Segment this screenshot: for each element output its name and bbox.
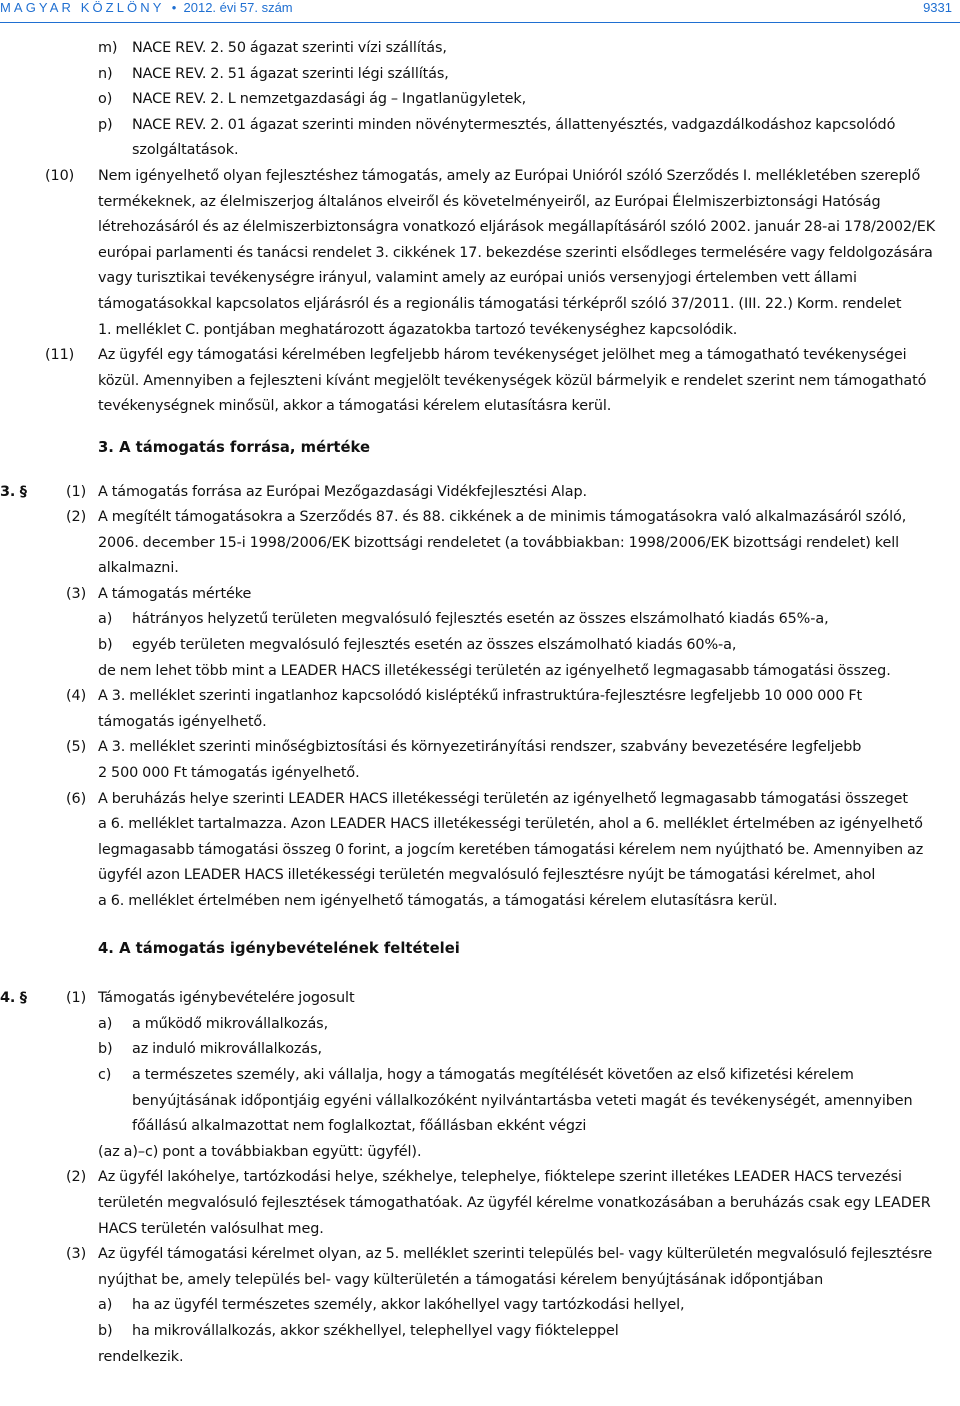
paragraph-line: A 3. melléklet szerinti minőségbiztosítási és környezetirányítási rendszer, szabvány bevezetésére legfeljebb [98, 739, 862, 756]
paragraph-label: (1) [66, 990, 87, 1007]
section-3-para-4 [0, 684, 960, 735]
item-text: benyújtásának időpontjáig egyéni vállalkozóként nyilvántartásba veteti magát és tevékenységét, amennyiben [132, 1092, 913, 1109]
paragraph-label: (4) [66, 688, 87, 705]
page-header [0, 0, 960, 22]
item-text-continued: szolgáltatások. [132, 142, 239, 159]
list-item-b [0, 633, 960, 659]
item-text: a természetes személy, aki vállalja, hogy a támogatás megítélését követően az első kifizetési kérelem [132, 1066, 854, 1083]
section-4-para-3 [0, 1242, 960, 1293]
section-3-para-3 [0, 582, 960, 608]
item-label: p) [98, 116, 113, 133]
list-item-n [0, 62, 960, 88]
paragraph-line: Az ügyfél lakóhelye, tartózkodási helye, székhelye, telephelye, fióktelepe szerint illetékes LEADER HACS tervezési [98, 1169, 902, 1186]
paragraph-line: területén megvalósuló fejlesztések támogathatóak. Az ügyfél kérelme vonatkozásában a beruházás csak egy LEADER [98, 1194, 931, 1211]
paragraph-line: A támogatás mértéke [98, 585, 252, 602]
paragraph-label: (3) [66, 1246, 87, 1263]
list-item-o [0, 87, 960, 113]
paragraph-line: a 6. melléklet értelmében nem igényelhető támogatás, a támogatási kérelem elutasításra kerül. [98, 893, 778, 909]
paragraph-label: (6) [66, 790, 87, 807]
paragraph-line: támogatás igényelhető. [98, 713, 267, 730]
paragraph-label: (10) [45, 167, 75, 184]
paragraph-line: (az a)–c) pont a továbbiakban együtt: ügyfél). [98, 1143, 422, 1160]
item-text: ha az ügyfél természetes személy, akkor lakóhellyel vagy tartózkodási hellyel, [132, 1297, 685, 1314]
section-3-para-2 [0, 505, 960, 582]
paragraph-line: A beruházás helye szerinti LEADER HACS illetékességi területén az igényelhető legmagasabb támogatási összeget [98, 790, 908, 807]
item-text: NACE REV. 2. 51 ágazat szerinti légi szállítás, [132, 65, 449, 82]
section-title: 3. A támogatás forrása, mértéke [98, 438, 370, 456]
paragraph-line: Az ügyfél egy támogatási kérelmében legfeljebb három tevékenységet jelölhet meg a támogatható tevékenységei [98, 347, 907, 364]
list-closing [0, 1345, 960, 1371]
paragraph-label: (2) [66, 1169, 87, 1186]
paragraph-line: nyújthat be, amely település bel- vagy külterületén a támogatási kérelem benyújtásának időpontjában [98, 1271, 824, 1288]
document-body [0, 36, 960, 1370]
paragraph-line: Nem igényelhető olyan fejlesztéshez támogatás, amely az Európai Unióról szóló Szerződés I. mellékletében szereplő [98, 167, 921, 184]
item-text: NACE REV. 2. 50 ágazat szerinti vízi szállítás, [132, 40, 447, 56]
section-3-para-5 [0, 735, 960, 786]
list-closing [0, 659, 960, 685]
paragraph-line: európai parlamenti és tanácsi rendelet 3. cikkének 17. bekezdése szerinti elsődleges termelésére vagy feldolgozására [98, 244, 933, 261]
item-label: o) [98, 91, 113, 108]
item-label: a) [98, 1015, 113, 1032]
list-item-b [0, 1037, 960, 1063]
item-label: b) [98, 637, 113, 654]
issue-label: 2012. évi 57. szám [183, 0, 293, 15]
section-3-para-6 [0, 787, 960, 915]
item-text: egyéb területen megvalósuló fejlesztés esetén az összes elszámolható kiadás 60%-a, [132, 637, 737, 654]
paragraph-line: ügyfél azon LEADER HACS illetékességi területén megvalósuló fejlesztésre nyújt be támogatási kérelmet, ahol [98, 867, 876, 884]
item-label: n) [98, 65, 113, 82]
paragraph-label: (5) [66, 739, 87, 756]
paragraph-label: (11) [45, 347, 75, 364]
paragraph-number: 4. § [0, 990, 27, 1007]
item-label: c) [98, 1066, 112, 1083]
list-item-b [0, 1319, 960, 1345]
journal-title: MAGYAR KÖZLÖNY [0, 0, 165, 15]
paragraph-line: HACS területén valósulhat meg. [98, 1220, 324, 1237]
paragraph-number: 3. § [0, 483, 27, 500]
list-item-a [0, 1012, 960, 1038]
item-text: NACE REV. 2. L nemzetgazdasági ág – Ingatlanügyletek, [132, 91, 527, 108]
paragraph-line: A megítélt támogatásokra a Szerződés 87. és 88. cikkének a de minimis támogatásokra való alkalmazásáról szóló, [98, 509, 907, 526]
paragraph-line: rendelkezik. [98, 1348, 184, 1365]
section-title: 4. A támogatás igénybevételének feltételei [98, 939, 460, 957]
paragraph-line: termékeknek, az élelmiszerjog általános elveiről és követelményeiről, az Európai Élelmiszerbiztonsági Hatóság [98, 193, 881, 210]
section-3-heading [0, 435, 960, 461]
item-text: a működő mikrovállalkozás, [132, 1015, 329, 1032]
paragraph-line: 1. melléklet C. pontjában meghatározott ágazatokba tartozó tevékenységhez kapcsolódik. [98, 321, 738, 338]
paragraph-line: Támogatás igénybevételére jogosult [98, 990, 355, 1007]
paragraph-line: létrehozásáról és az élelmiszerbiztonságra vonatkozó eljárások megállapításáról szóló 2002. január 28-ai 178/2002/EK [98, 219, 936, 236]
item-label: m) [98, 40, 118, 56]
item-label: b) [98, 1041, 113, 1058]
item-text: az induló mikrovállalkozás, [132, 1041, 322, 1058]
paragraph-label: (1) [66, 483, 87, 500]
item-text: NACE REV. 2. 01 ágazat szerinti minden növénytermesztés, állattenyésztés, vadgazdálkodáshoz kapcsolódó [132, 116, 896, 133]
paragraph-line: legmagasabb támogatási összeg 0 forint, a jogcím keretében támogatási kérelem nem nyújtható be. Amennyiben az [98, 841, 924, 858]
item-label: b) [98, 1322, 113, 1339]
paragraph-line: a 6. melléklet tartalmazza. Azon LEADER HACS illetékességi területén, ahol a 6. melléklet értelmében az igényelhető [98, 816, 923, 833]
item-label: a) [98, 611, 113, 628]
paragraph-line: alkalmazni. [98, 560, 179, 577]
list-item-a [0, 1293, 960, 1319]
paragraph-10 [0, 164, 960, 343]
running-head: MAGYAR KÖZLÖNY • 2012. évi 57. szám [0, 0, 293, 15]
paragraph-line: A 3. melléklet szerinti ingatlanhoz kapcsolódó kisléptékű infrastruktúra-fejlesztésre legfeljebb 10 000 000 Ft [98, 688, 863, 705]
paragraph-line: Az ügyfél támogatási kérelmet olyan, az 5. melléklet szerinti település bel- vagy külterületén megvalósuló fejlesztésre [98, 1246, 933, 1263]
list-item-p [0, 113, 960, 164]
section-4-para-2 [0, 1165, 960, 1242]
item-text: főállású alkalmazottat nem foglalkoztat, főállásban ekként végzi [132, 1118, 587, 1135]
paragraph-line: tevékenységnek minősül, akkor a támogatási kérelem elutasításra kerül. [98, 398, 612, 415]
item-text: ha mikrovállalkozás, akkor székhellyel, telephellyel vagy fiókteleppel [132, 1322, 619, 1339]
section-3-para-1 [0, 480, 960, 506]
paragraph-line: de nem lehet több mint a LEADER HACS illetékességi területén az igényelhető legmagasabb támogatási összeg. [98, 662, 891, 679]
paragraph-11 [0, 343, 960, 420]
page-number: 9331 [923, 0, 952, 15]
paragraph-label: (3) [66, 585, 87, 602]
paragraph-line: közül. Amennyiben a fejleszteni kívánt megjelölt tevékenységek közül bármelyik e rendelet szerint nem támogatható [98, 372, 927, 389]
paragraph-line: vagy turisztikai tevékenységre irányul, valamint amely az európai uniós versenyjogi értelemben vett állami [98, 270, 857, 287]
section-4-para-1 [0, 986, 960, 1012]
item-label: a) [98, 1297, 113, 1314]
section-4-heading [0, 936, 960, 962]
paragraph-line: 2006. december 15-i 1998/2006/EK bizottsági rendeletet (a továbbiakban: 1998/2006/EK bizottsági rendelet) kell [98, 534, 900, 551]
paragraph-line: 2 500 000 Ft támogatás igényelhető. [98, 765, 360, 782]
header-rule [0, 22, 960, 23]
paragraph-line: A támogatás forrása az Európai Mezőgazdasági Vidékfejlesztési Alap. [98, 483, 587, 500]
list-closing [0, 1140, 960, 1166]
list-item-a [0, 607, 960, 633]
list-item-c [0, 1063, 960, 1140]
item-text: hátrányos helyzetű területen megvalósuló fejlesztés esetén az összes elszámolható kiadás 65%-a, [132, 611, 829, 628]
list-item-m [0, 36, 960, 62]
paragraph-line: támogatásokkal kapcsolatos eljárásról és a regionális támogatási térképről szóló 37/2011. (III. 22.) Korm. rendelet [98, 295, 902, 312]
paragraph-label: (2) [66, 509, 87, 526]
